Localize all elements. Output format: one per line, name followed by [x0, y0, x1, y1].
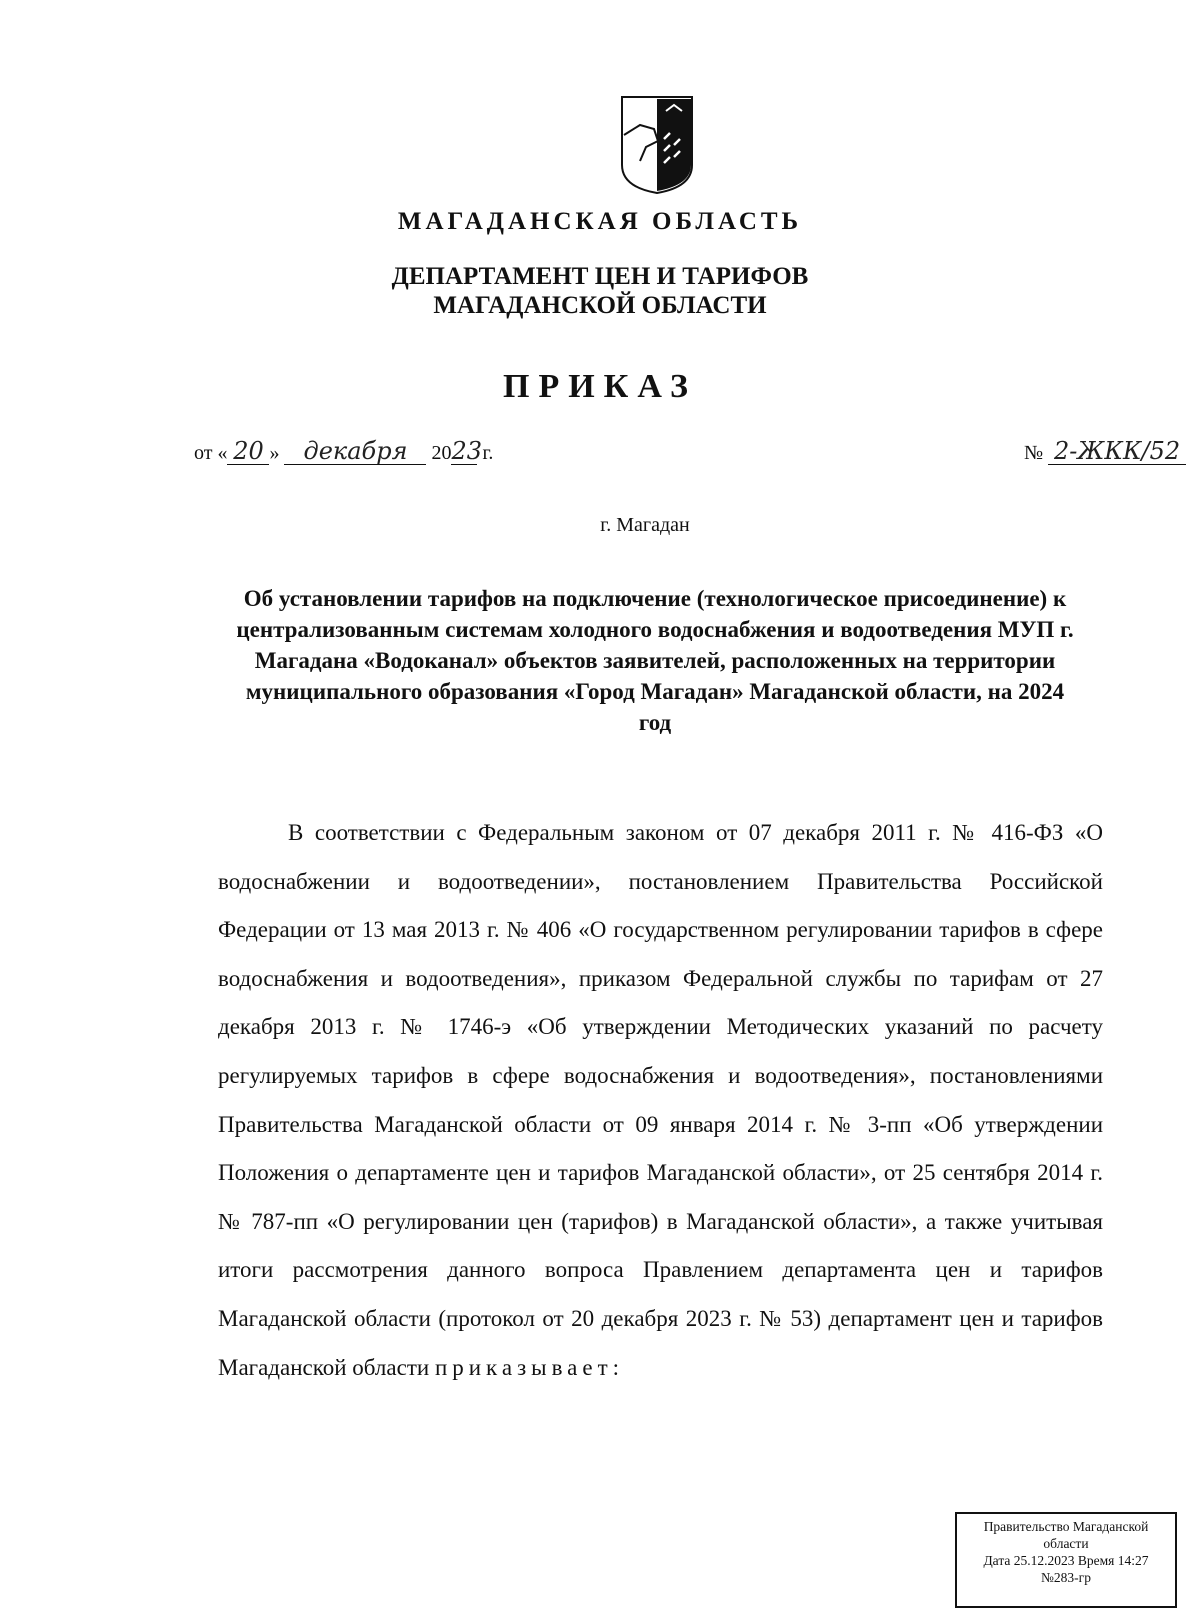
number-prefix: №	[1024, 442, 1044, 464]
order-keyword: приказывает:	[434, 1354, 625, 1380]
coat-of-arms-icon	[620, 95, 694, 195]
date-year-prefix: 20	[431, 442, 452, 464]
stamp-line1: Правительство Магаданской	[983, 1519, 1149, 1534]
number-value: 2-ЖКК/52	[1048, 438, 1186, 465]
order-date	[194, 438, 493, 465]
city-line: г. Магадан	[600, 514, 690, 536]
department-heading-line2: МАГАДАНСКОЙ ОБЛАСТИ	[433, 292, 767, 319]
date-year-suffix: 23	[451, 437, 483, 465]
region-heading: МАГАДАНСКАЯ ОБЛАСТЬ	[397, 208, 803, 235]
stamp-line2: области	[1043, 1536, 1089, 1551]
stamp-line3: Дата 25.12.2023 Время 14:27	[983, 1553, 1149, 1568]
date-day: 20	[227, 438, 269, 465]
registration-stamp	[955, 1512, 1177, 1608]
order-number	[1024, 438, 1186, 465]
department-heading	[0, 262, 1200, 320]
order-subject: Об установлении тарифов на подключение (технологическое присоединение) к централизованным системам холодного водоснабжения и водоотведения МУП г. Магадана «Водоканал» объектов заявителей, расположенных на территории муниципального образования «Город Магадан» Магаданской области, на 2024 год	[236, 586, 1074, 735]
stamp-line4: №283-гр	[1041, 1570, 1091, 1585]
date-prefix: от «	[194, 442, 228, 464]
date-month: декабря	[284, 438, 426, 465]
preamble-paragraph	[218, 809, 1103, 1392]
document-title: ПРИКАЗ	[503, 368, 697, 405]
department-heading-line1: ДЕПАРТАМЕНТ ЦЕН И ТАРИФОВ	[391, 263, 809, 290]
date-suffix: г.	[482, 442, 494, 464]
date-mid: »	[269, 442, 280, 464]
preamble-text: В соответствии с Федеральным законом от 07 декабря 2011 г. № 416-ФЗ «О водоснабжении и водоотведении», постановлением Правительства Российской Федерации от 13 мая 2013 г. № 406 «О государственном регулировании тарифов в сфере водоснабжения и водоотведения», приказом Федеральной службы по тарифам от 27 декабря 2013 г. № 1746-э «Об утверждении Методических указаний по расчету регулируемых тарифов в сфере водоснабжения и водоотведения», постановлениями Правительства Магаданской области от 09 января 2014 г. № 3-пп «Об утверждении Положения о департаменте цен и тарифов Магаданской области», от 25 сентября 2014 г. № 787-пп «О регулировании цен (тарифов) в Магаданской области», а также учитывая итоги рассмотрения данного вопроса Правлением департамента цен и тарифов Магаданской области (протокол от 20 декабря 2023 г. № 53) департамент цен и тарифов Магаданской области	[218, 820, 1103, 1380]
